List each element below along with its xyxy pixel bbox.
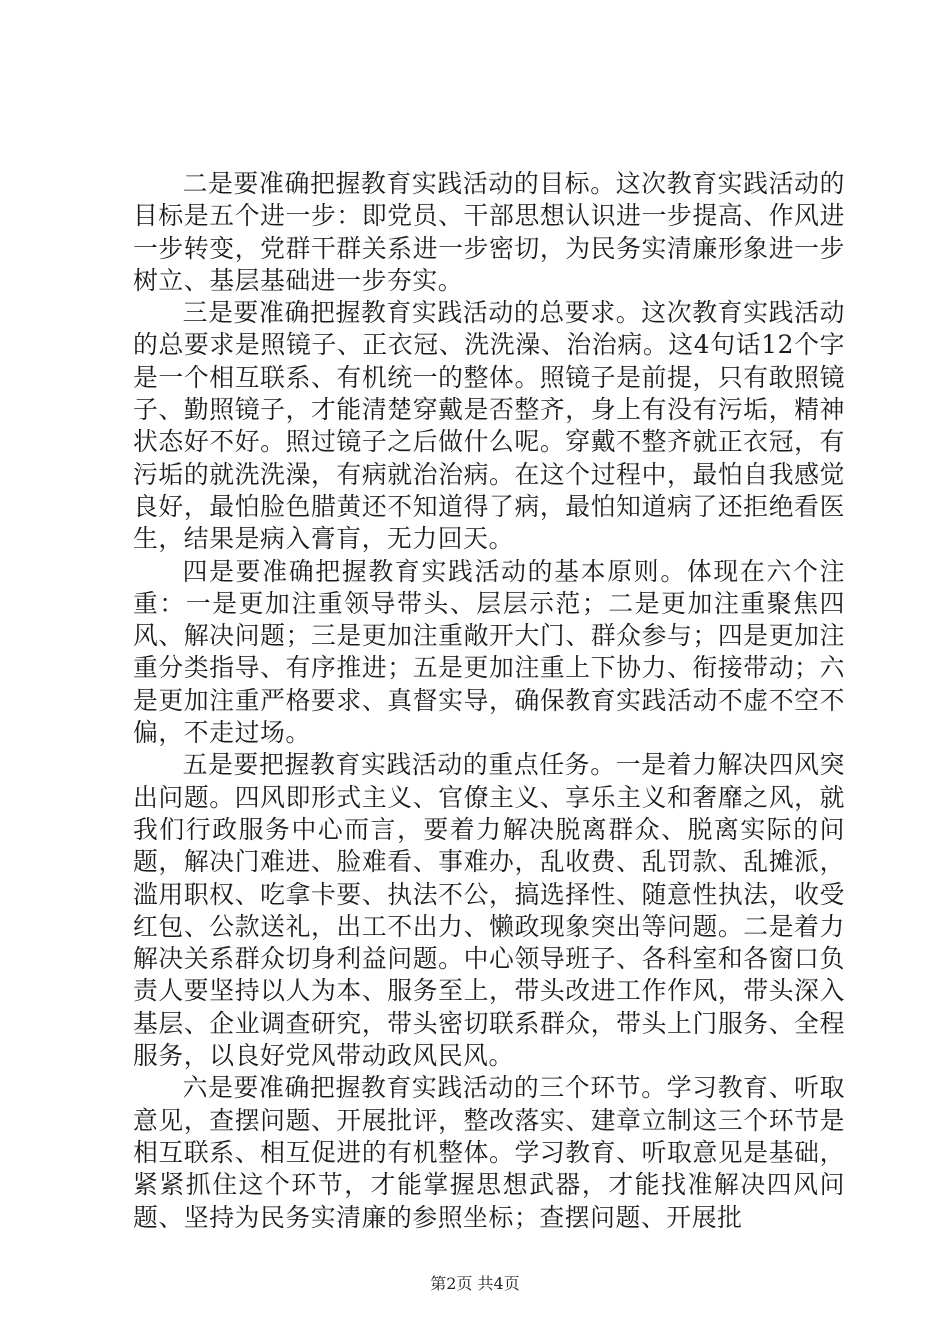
- paragraph-three-stages: 六是要准确把握教育实践活动的三个环节。学习教育、听取意见，查摆问题、开展批评，整改落实、建章立制这三个环节是相互联系、相互促进的有机整体。学习教育、听取意见是基础，紧紧抓住这个环节，才能掌握思想武器，才能找准解决四风问题、坚持为民务实清廉的参照坐标；查摆问题、开展批: [133, 1073, 845, 1232]
- paragraph-goal: 二是要准确把握教育实践活动的目标。这次教育实践活动的目标是五个进一步：即党员、干部思想认识进一步提高、作风进一步转变，党群干群关系进一步密切，为民务实清廉形象进一步树立、基层基础进一步夯实。: [133, 169, 845, 295]
- page-number-footer: 第2页 共4页: [430, 1274, 520, 1293]
- paragraph-basic-principles: 四是要准确把握教育实践活动的基本原则。体现在六个注重：一是更加注重领导带头、层层示范；二是更加注重聚焦四风、解决问题；三是更加注重敞开大门、群众参与；四是更加注重分类指导、有序推进；五是更加注重上下协力、衔接带动；六是更加注重严格要求、真督实导，确保教育实践活动不虚不空不偏，不走过场。: [133, 556, 845, 748]
- document-body: [133, 168, 845, 1234]
- paragraph-general-requirement: 三是要准确把握教育实践活动的总要求。这次教育实践活动的总要求是照镜子、正衣冠、洗洗澡、治治病。这4句话12个字是一个相互联系、有机统一的整体。照镜子是前提，只有敢照镜子、勤照镜子，才能清楚穿戴是否整齐，身上有没有污垢，精神状态好不好。照过镜子之后做什么呢。穿戴不整齐就正衣冠，有污垢的就洗洗澡，有病就治治病。在这个过程中，最怕自我感觉良好，最怕脸色腊黄还不知道得了病，最怕知道病了还拒绝看医生，结果是病入膏肓，无力回天。: [133, 298, 845, 554]
- paragraph-key-tasks: 五是要把握教育实践活动的重点任务。一是着力解决四风突出问题。四风即形式主义、官僚主义、享乐主义和奢靡之风，就我们行政服务中心而言，要着力解决脱离群众、脱离实际的问题，解决门难进、脸难看、事难办，乱收费、乱罚款、乱摊派，滥用职权、吃拿卡要、执法不公，搞选择性、随意性执法，收受红包、公款送礼，出工不出力、懒政现象突出等问题。二是着力解决关系群众切身利益问题。中心领导班子、各科室和各窗口负责人要坚持以人为本、服务至上，带头改进工作作风，带头深入基层、企业调查研究，带头密切联系群众，带头上门服务、全程服务，以良好党风带动政风民风。: [133, 750, 845, 1071]
